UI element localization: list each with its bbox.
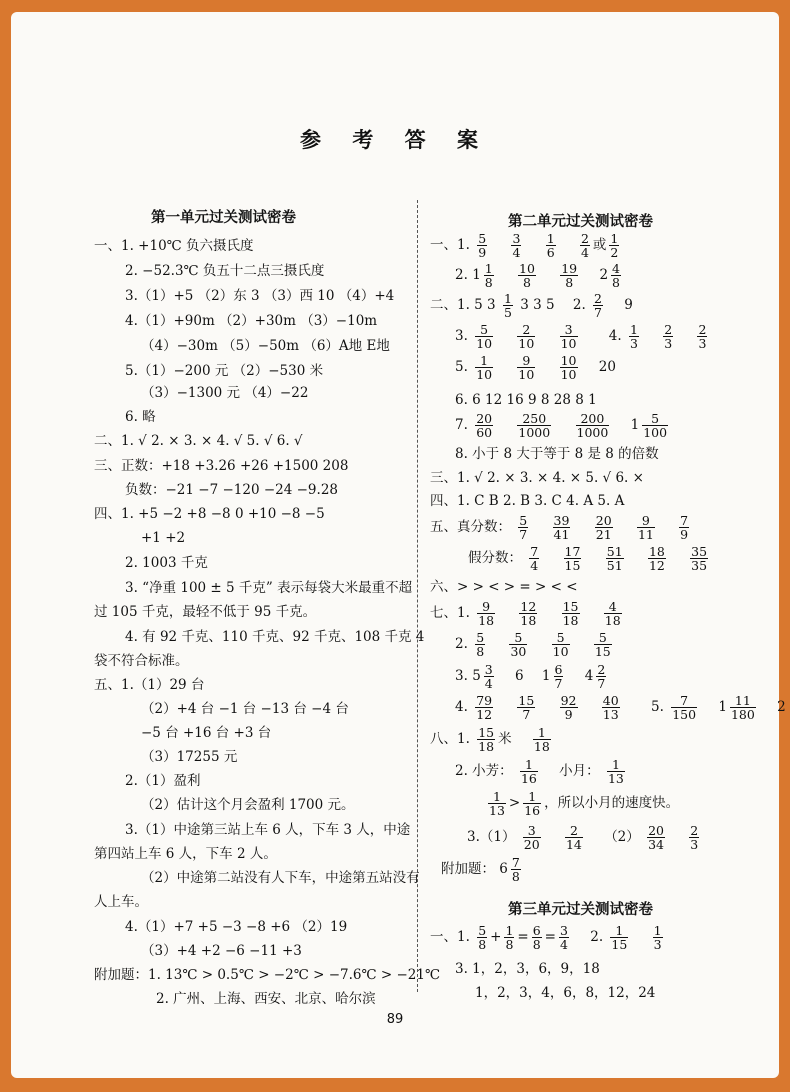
unit2-q2-5: 5. $\frac{1}{10}$ $\frac{9}{10}$ $\frac{10}{10}$ 20	[455, 353, 616, 382]
denominator: 9	[560, 707, 578, 721]
numerator: 1	[480, 353, 489, 368]
unit1-answer-line: （3）+4 +2 −6 −11 +3	[141, 943, 302, 959]
unit1-answer-line: （3）−1300 元 （4）−22	[141, 385, 309, 401]
unit1-answer-line: 3.（1）中途第三站上车 6 人，下车 3 人，中途	[125, 822, 411, 838]
unit2-q2-7: 7. $\frac{20}{60}$ $\frac{250}{1000}$ $\frac{200}{1000}$ 1 $\frac{5}{100}$	[455, 411, 668, 440]
fraction	[607, 758, 625, 785]
unit2-q3: 三、1. √ 2. × 3. × 4. × 5. √ 6. ×	[430, 470, 644, 486]
denominator: 10	[518, 336, 535, 351]
denominator: 1000	[576, 425, 609, 440]
fraction	[697, 323, 707, 350]
denominator: 8	[612, 275, 620, 290]
numerator: 2	[594, 291, 602, 306]
denominator: 4	[559, 937, 568, 952]
unit1-answer-line: （2）中途第二站没有人下车，中途第五站没有	[141, 870, 420, 886]
unit1-answer-line: 5.（1）−200 元 （2）−530 米	[125, 363, 324, 379]
unit2-q7-2: 2. $\frac{5}{8}$ $\frac{5}{30}$ $\frac{5}{10}$ $\frac{5}{15}$	[455, 630, 611, 659]
fraction	[532, 924, 542, 951]
numerator: 9	[482, 599, 491, 614]
fraction	[679, 514, 689, 541]
denominator: 100	[643, 425, 668, 440]
denominator: 10	[476, 367, 493, 382]
numerator: 2	[522, 322, 531, 337]
denominator: 8	[560, 275, 578, 289]
numerator: 1	[524, 757, 533, 772]
numerator: 15	[478, 725, 495, 740]
numerator: 7	[511, 855, 520, 870]
fraction	[518, 262, 536, 289]
fraction	[647, 824, 665, 851]
fraction	[475, 694, 493, 721]
unit1-answer-line: 2.（1）盈利	[125, 773, 201, 789]
numerator: 39	[553, 513, 570, 528]
denominator: 11	[637, 527, 654, 542]
numerator: 5	[478, 923, 487, 938]
numerator: 3	[484, 662, 493, 677]
unit3-q1-1: 一、1. $\frac{5}{8}$ + $\frac{1}{8}$ = $\frac{6}{8}$ = $\frac{3}{4}$ 2. $\frac{1}{15}$ $\frac{1}{3}$	[430, 923, 662, 952]
unit1-answer-line: （2）+4 台 −1 台 −13 台 −4 台	[141, 701, 349, 717]
numerator: 92	[560, 693, 577, 708]
unit2-q4: 四、1. C B 2. B 3. C 4. A 5. A	[430, 493, 625, 509]
denominator: 18	[520, 613, 537, 628]
numerator: 6	[554, 662, 563, 677]
denominator: 30	[510, 644, 527, 659]
numerator: 15	[518, 693, 535, 708]
fraction	[560, 694, 578, 721]
numerator: 1	[503, 291, 512, 306]
denominator: 3	[653, 937, 662, 952]
numerator: 12	[520, 599, 537, 614]
denominator: 8	[478, 937, 487, 952]
unit1-answer-line: 2. −52.3℃ 负五十二点三摄氏度	[125, 263, 325, 279]
fraction	[576, 412, 610, 439]
fraction	[602, 694, 620, 721]
fraction	[475, 323, 493, 350]
fraction	[604, 600, 622, 627]
numerator: 1	[653, 923, 662, 938]
unit1-answer-line: 6. 略	[125, 409, 156, 425]
fraction	[610, 924, 628, 951]
unit1-answer-line: 五、1.（1）29 台	[94, 677, 205, 693]
denominator: 2	[610, 245, 619, 260]
unit2-q2-6: 6. 6 12 16 9 8 28 8 1	[455, 392, 597, 408]
fraction	[642, 412, 668, 439]
numerator: 11	[734, 693, 751, 708]
numerator: 5	[476, 630, 485, 645]
denominator: 51	[606, 558, 623, 573]
numerator: 7	[680, 693, 689, 708]
denominator: 3	[690, 837, 699, 852]
denominator: 7	[594, 305, 602, 320]
fraction	[595, 514, 613, 541]
denominator: 3	[629, 336, 638, 351]
denominator: 13	[607, 771, 624, 786]
numerator: 1	[615, 923, 624, 938]
denominator: 150	[672, 707, 697, 722]
unit1-answer-line: 负数：−21 −7 −120 −24 −9.28	[125, 482, 338, 498]
denominator: 4	[484, 676, 493, 691]
denominator: 10	[552, 644, 569, 659]
denominator: 8	[476, 644, 485, 659]
denominator: 12	[476, 707, 493, 722]
unit2-q7-3: 3. 5 $\frac{3}{4}$ 6 1 $\frac{6}{7}$ 4 $\frac{2}{7}$	[455, 662, 606, 691]
unit1-answer-line: 四、1. +5 −2 +8 −8 0 +10 −8 −5	[94, 506, 325, 522]
numerator: 5	[598, 630, 607, 645]
fraction	[553, 514, 571, 541]
numerator: 5	[651, 411, 660, 426]
denominator: 10	[560, 367, 577, 382]
denominator: 1000	[518, 425, 551, 440]
unit1-answer-line: （2）估计这个月会盈利 1700 元。	[141, 797, 355, 813]
numerator: 4	[612, 261, 620, 276]
fraction	[475, 354, 493, 381]
fraction	[519, 600, 537, 627]
denominator: 15	[564, 558, 581, 573]
denominator: 8	[511, 869, 520, 884]
unit3-q1-3: 3. 1，2，3，6，9，18	[455, 961, 600, 977]
numerator: 19	[561, 261, 578, 276]
denominator: 4	[530, 558, 539, 573]
fraction	[517, 354, 535, 381]
numerator: 1	[611, 757, 620, 772]
numerator: 1	[537, 725, 546, 740]
unit1-answer-line: 4.（1）+7 +5 −3 −8 +6 （2）19	[125, 919, 348, 935]
fraction	[564, 545, 582, 572]
unit2-q1-2: 2. 1 $\frac{1}{8}$ $\frac{10}{8}$ $\frac{19}{8}$ 2 $\frac{4}{8}$	[455, 261, 620, 290]
fraction	[509, 631, 527, 658]
numerator: 250	[522, 411, 547, 426]
unit2-q6: 六、> > < > = > < <	[430, 579, 578, 595]
numerator: 3	[564, 322, 573, 337]
fraction	[554, 663, 564, 690]
numerator: 5	[478, 231, 487, 246]
unit1-answer-line: 人上车。	[94, 894, 148, 910]
fraction	[560, 354, 578, 381]
denominator: 3	[664, 336, 673, 351]
fraction	[511, 232, 521, 259]
denominator: 15	[594, 644, 611, 659]
numerator: 5	[514, 630, 523, 645]
numerator: 18	[648, 544, 665, 559]
unit2-q7-4: 4. $\frac{79}{12}$ $\frac{15}{7}$ $\frac{92}{9}$ $\frac{40}{13}$ 5. $\frac{7}{150}$ 1 $\frac{11}{180}$ 2	[455, 693, 786, 722]
numerator: 3	[559, 923, 568, 938]
fraction	[611, 262, 621, 289]
denominator: 9	[680, 527, 689, 542]
denominator: 8	[505, 937, 514, 952]
denominator: 10	[518, 367, 535, 382]
fraction	[523, 790, 541, 817]
numerator: 1	[610, 231, 619, 246]
fraction	[477, 232, 487, 259]
fraction	[560, 323, 578, 350]
unit1-answer-line: 4.（1）+90m （2）+30m （3）−10m	[125, 313, 378, 329]
fraction	[517, 412, 551, 439]
unit1-answer-line: 一、1. +10℃ 负六摄氏度	[94, 238, 254, 254]
numerator: 1	[546, 231, 555, 246]
numerator: 1	[528, 789, 537, 804]
denominator: 8	[484, 275, 493, 290]
denominator: 20	[523, 837, 540, 852]
fraction	[484, 663, 494, 690]
unit2-heading: 第二单元过关测试密卷	[508, 214, 653, 230]
denominator: 4	[580, 245, 589, 260]
unit2-q8-1: 八、1. $\frac{15}{18}$ 米 $\frac{1}{18}$	[430, 725, 550, 754]
numerator: 9	[641, 513, 650, 528]
fraction	[529, 545, 539, 572]
unit2-q1-1: 一、1. $\frac{5}{9}$ $\frac{3}{4}$ $\frac{1}{6}$ $\frac{2}{4}$ 或 $\frac{1}{2}$	[430, 231, 619, 260]
fraction	[629, 323, 639, 350]
denominator: 16	[524, 803, 541, 818]
fraction	[663, 323, 673, 350]
denominator: 21	[595, 527, 612, 542]
fraction	[606, 545, 624, 572]
denominator: 18	[604, 613, 621, 628]
numerator: 7	[680, 513, 689, 528]
denominator: 6	[546, 245, 555, 260]
fraction	[653, 924, 663, 951]
unit1-answer-line: −5 台 +16 台 +3 台	[141, 725, 272, 741]
fraction	[560, 262, 578, 289]
numerator: 40	[602, 693, 619, 708]
fraction	[518, 514, 528, 541]
denominator: 10	[476, 336, 493, 351]
answer-page	[11, 12, 786, 1078]
fraction	[475, 412, 493, 439]
denominator: 10	[560, 336, 577, 351]
denominator: 8	[518, 275, 536, 289]
denominator: 13	[489, 803, 505, 818]
numerator: 35	[691, 544, 708, 559]
fraction	[637, 514, 655, 541]
denominator: 15	[611, 937, 628, 952]
unit2-q8-3: 3.（1） $\frac{3}{20}$ $\frac{2}{14}$ （2） $\frac{20}{34}$ $\frac{2}{3}$	[467, 823, 699, 852]
numerator: 2	[580, 231, 589, 246]
numerator: 20	[648, 823, 664, 838]
numerator: 1	[492, 789, 501, 804]
denominator: 18	[562, 613, 579, 628]
numerator: 4	[608, 599, 617, 614]
denominator: 9	[478, 245, 487, 260]
numerator: 1	[484, 261, 493, 276]
unit1-answer-line: 第四站上车 6 人，下车 2 人。	[94, 846, 277, 862]
fraction	[609, 232, 619, 259]
fraction	[475, 631, 485, 658]
denominator: 34	[648, 837, 664, 852]
unit2-q5-proper: 五、真分数： $\frac{5}{7}$ $\frac{39}{41}$ $\frac{20}{21}$ $\frac{9}{11}$ $\frac{7}{9}$	[430, 513, 689, 542]
numerator: 7	[530, 544, 539, 559]
numerator: 10	[560, 353, 577, 368]
fraction	[533, 726, 551, 753]
denominator: 35	[691, 558, 708, 573]
unit2-q2-3: 3. $\frac{5}{10}$ $\frac{2}{10}$ $\frac{3}{10}$ 4. $\frac{1}{3}$ $\frac{2}{3}$ $\frac{2}{3}$	[455, 322, 707, 351]
fraction	[594, 631, 612, 658]
unit1-answer-line: （4）−30m （5）−50m （6）A地 E地	[141, 338, 390, 354]
unit2-q8-2: 2. 小芳： $\frac{1}{16}$ 小月： $\frac{1}{13}$	[455, 757, 624, 786]
numerator: 2	[664, 322, 673, 337]
unit1-answer-line: 袋不符合标准。	[94, 653, 189, 669]
fraction	[477, 924, 487, 951]
denominator: 5	[503, 305, 512, 320]
unit3-heading: 第三单元过关测试密卷	[508, 902, 653, 918]
fraction	[559, 924, 569, 951]
fraction	[689, 824, 699, 851]
numerator: 2	[690, 823, 699, 838]
fraction	[477, 600, 495, 627]
fraction	[648, 545, 666, 572]
numerator: 6	[532, 923, 541, 938]
denominator: 7	[517, 707, 535, 721]
unit2-q5-improper: 假分数： $\frac{7}{4}$ $\frac{17}{15}$ $\frac{51}{51}$ $\frac{18}{12}$ $\frac{35}{35}$	[468, 544, 708, 573]
denominator: 41	[553, 527, 570, 542]
fraction	[565, 824, 583, 851]
numerator: 79	[476, 693, 493, 708]
unit1-answer-line: 附加题：1. 13℃ > 0.5℃ > −2℃ > −7.6℃ > −21℃	[94, 967, 441, 983]
page-number: 89	[386, 1012, 404, 1027]
unit1-answer-line: 3. “净重 100 ± 5 千克” 表示每袋大米最重不超	[125, 580, 413, 596]
denominator: 14	[565, 837, 582, 852]
unit1-answer-line: 4. 有 92 千克、110 千克、92 千克、108 千克 4	[125, 629, 425, 645]
numerator: 15	[562, 599, 579, 614]
fraction	[477, 726, 495, 753]
numerator: 2	[597, 662, 606, 677]
numerator: 3	[527, 823, 536, 838]
unit1-answer-line: +1 +2	[141, 530, 186, 546]
unit1-answer-line: 过 105 千克，最轻不低于 95 千克。	[94, 604, 317, 620]
unit3-q1-3b: 1，2，3，4，6，8，12，24	[475, 985, 656, 1001]
denominator: 7	[597, 676, 606, 691]
fraction	[511, 856, 521, 883]
unit1-answer-line: 3.（1）+5 （2）东 3 （3）西 10 （4）+4	[125, 288, 395, 304]
unit1-answer-line: 2. 广州、上海、西安、北京、哈尔滨	[156, 991, 376, 1007]
unit2-q2-8: 8. 小于 8 大于等于 8 是 8 的倍数	[455, 446, 659, 462]
fraction	[504, 924, 514, 951]
numerator: 200	[580, 411, 605, 426]
denominator: 7	[554, 676, 563, 691]
fraction	[562, 600, 580, 627]
fraction	[520, 758, 538, 785]
numerator: 20	[476, 411, 493, 426]
numerator: 1	[629, 322, 638, 337]
fraction	[690, 545, 708, 572]
fraction	[484, 262, 494, 289]
unit2-q7-1: 七、1. $\frac{9}{18}$ $\frac{12}{18}$ $\frac{15}{18}$ $\frac{4}{18}$	[430, 599, 621, 628]
numerator: 10	[519, 261, 535, 276]
fraction	[517, 694, 535, 721]
numerator: 3	[512, 231, 521, 246]
fraction	[517, 323, 535, 350]
numerator: 2	[698, 322, 707, 337]
unit2-q8-compare: $\frac{1}{13}$ > $\frac{1}{16}$ ，所以小月的速度快。	[489, 789, 680, 818]
fraction	[671, 694, 697, 721]
denominator: 4	[512, 245, 521, 260]
fraction	[730, 694, 756, 721]
unit2-bonus: 附加题： 6 $\frac{7}{8}$	[441, 855, 520, 884]
unit1-answer-line: 三、正数：+18 +3.26 +26 +1500 208	[94, 458, 349, 474]
denominator: 7	[519, 527, 528, 542]
unit1-answer-line: 2. 1003 千克	[125, 555, 208, 571]
denominator: 180	[730, 707, 755, 722]
fraction	[488, 790, 506, 817]
denominator: 18	[478, 739, 495, 754]
numerator: 5	[519, 513, 528, 528]
fraction	[580, 232, 590, 259]
numerator: 5	[480, 322, 489, 337]
numerator: 9	[522, 353, 531, 368]
numerator: 20	[595, 513, 612, 528]
page-title: 参 考 答 案	[300, 128, 490, 152]
denominator: 13	[602, 707, 619, 722]
numerator: 5	[556, 630, 565, 645]
unit1-answer-line: 二、1. √ 2. × 3. × 4. √ 5. √ 6. √	[94, 433, 303, 449]
denominator: 18	[478, 613, 495, 628]
fraction	[552, 631, 570, 658]
numerator: 17	[564, 544, 581, 559]
denominator: 3	[698, 336, 707, 351]
fraction	[593, 292, 603, 319]
denominator: 16	[520, 771, 537, 786]
denominator: 60	[476, 425, 493, 440]
fraction	[503, 292, 513, 319]
unit1-heading: 第一单元过关测试密卷	[151, 210, 296, 226]
unit1-answer-line: （3）17255 元	[141, 749, 238, 765]
unit2-q2-1: 二、1. 5 3 $\frac{1}{5}$ 3 3 5 2. $\frac{2}{7}$ 9	[430, 291, 633, 320]
denominator: 18	[533, 739, 550, 754]
denominator: 8	[532, 937, 541, 952]
fraction	[596, 663, 606, 690]
numerator: 2	[569, 823, 578, 838]
numerator: 1	[505, 923, 514, 938]
fraction	[546, 232, 556, 259]
fraction	[523, 824, 541, 851]
numerator: 51	[606, 544, 623, 559]
denominator: 12	[648, 558, 665, 573]
